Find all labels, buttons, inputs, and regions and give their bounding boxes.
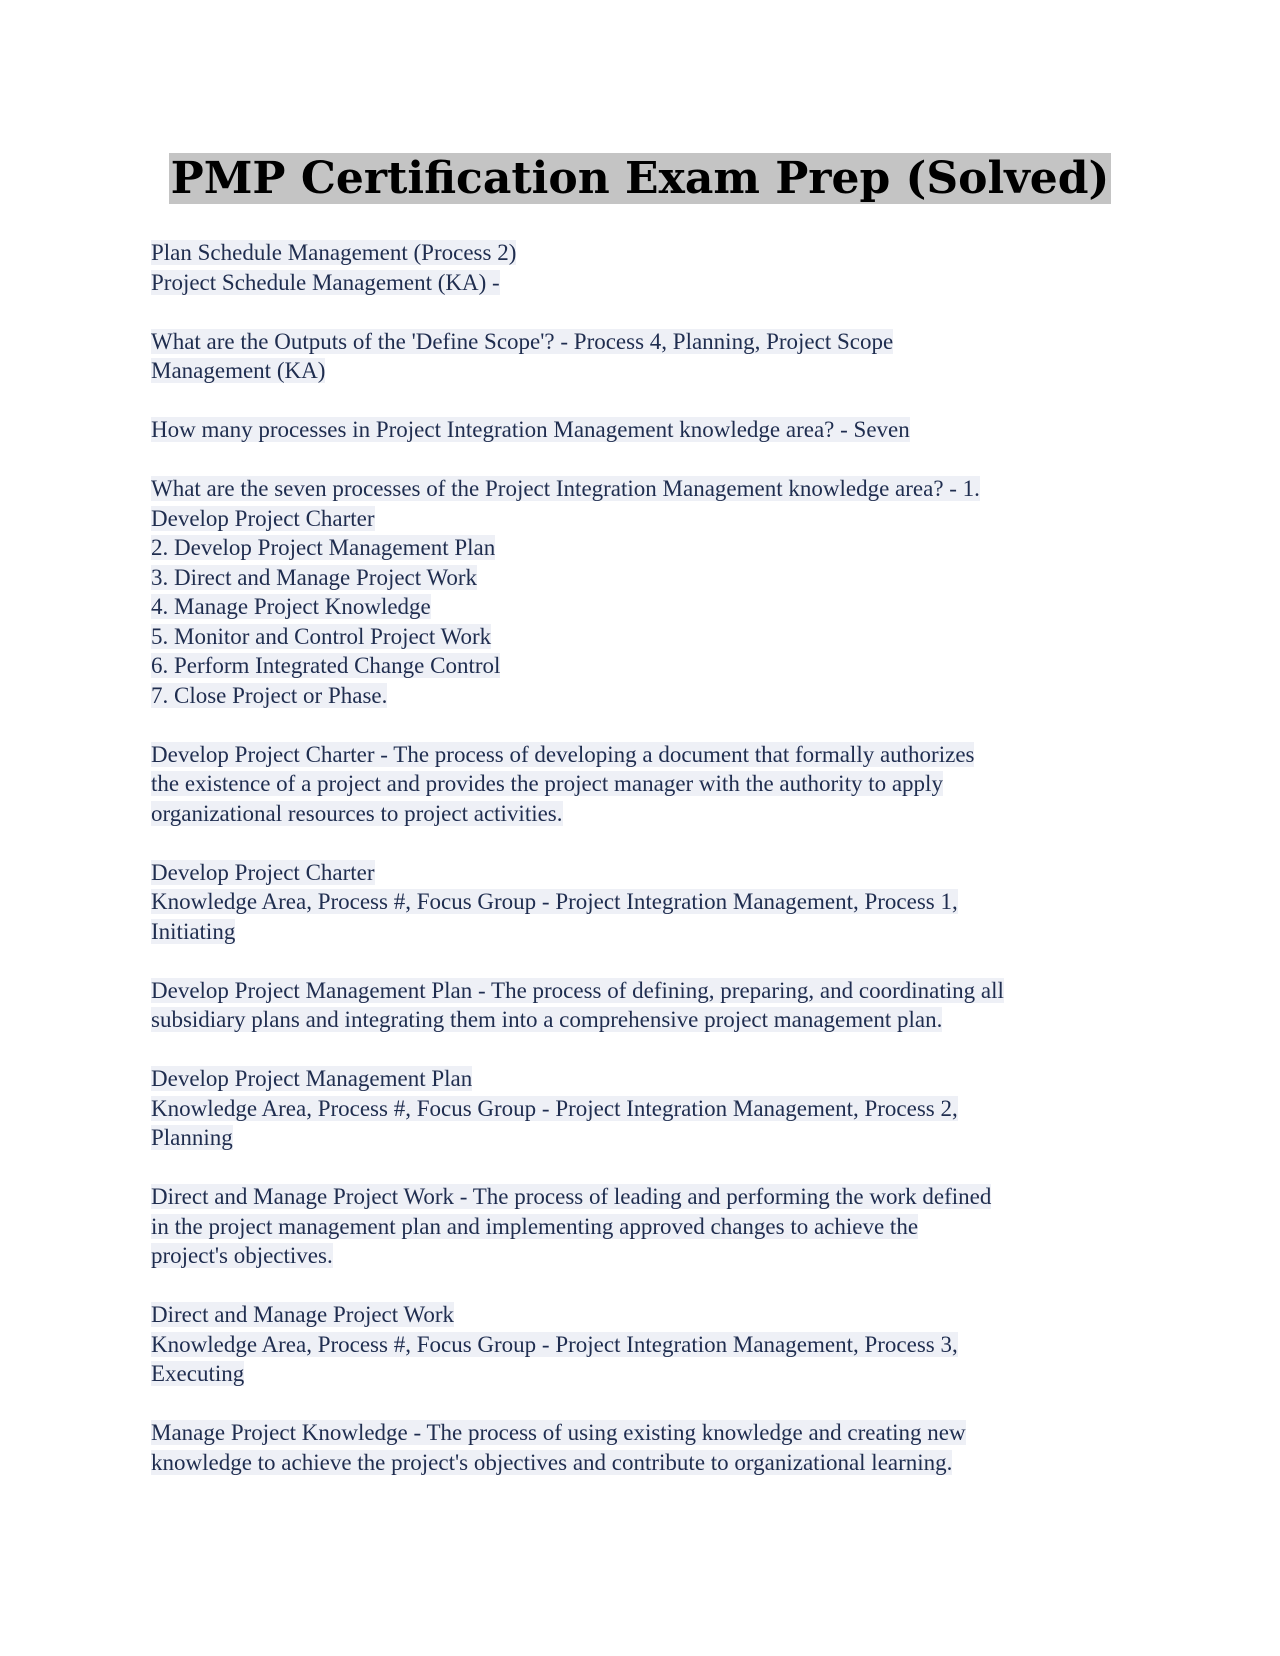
text-line-content: Develop Project Management Plan - The process of defining, preparing, and coordinating all (151, 977, 1004, 1003)
paragraph (151, 238, 1151, 297)
paragraph (151, 1418, 1151, 1477)
text-line-content: Project Schedule Management (KA) - (151, 269, 500, 295)
text-line-content: organizational resources to project activities. (151, 800, 563, 826)
text-line (151, 1005, 1151, 1035)
text-line-content: Knowledge Area, Process #, Focus Group - Project Integration Management, Process 2, (151, 1095, 958, 1121)
text-line (151, 976, 1151, 1006)
paragraph (151, 415, 1151, 445)
text-line (151, 740, 1151, 770)
text-line-content: Executing (151, 1361, 245, 1386)
text-line (151, 268, 1151, 298)
document-body (151, 238, 1151, 1507)
paragraph (151, 976, 1151, 1035)
text-line (151, 622, 1151, 652)
text-line (151, 533, 1151, 563)
text-line-content: in the project management plan and implementing approved changes to achieve the (151, 1213, 919, 1239)
text-line (151, 681, 1151, 711)
text-line-content: Develop Project Management Plan (151, 1066, 473, 1091)
text-line-content: 3. Direct and Manage Project Work (151, 564, 478, 590)
text-line-content: Plan Schedule Management (Process 2) (151, 240, 517, 265)
text-line (151, 769, 1151, 799)
text-line-content: Initiating (151, 918, 236, 944)
text-line-content: 5. Monitor and Control Project Work (151, 623, 492, 649)
text-line (151, 917, 1151, 947)
text-line-content: What are the seven processes of the Project Integration Management knowledge area? - 1. (151, 476, 980, 501)
text-line (151, 1241, 1151, 1271)
paragraph (151, 1182, 1151, 1271)
text-line (151, 858, 1151, 888)
text-line (151, 799, 1151, 829)
text-line (151, 474, 1151, 504)
text-line (151, 1300, 1151, 1330)
paragraph (151, 327, 1151, 386)
text-line-content: Direct and Manage Project Work - The process of leading and performing the work defined (151, 1184, 992, 1209)
text-line-content: Management (KA) (151, 358, 326, 383)
text-line (151, 563, 1151, 593)
text-line-content: Manage Project Knowledge - The process of using existing knowledge and creating new (151, 1420, 966, 1445)
text-line (151, 327, 1151, 357)
paragraph (151, 740, 1151, 829)
text-line (151, 415, 1151, 445)
text-line-content: Direct and Manage Project Work (151, 1302, 455, 1327)
text-line-content: Develop Project Charter (151, 859, 375, 885)
text-line (151, 1123, 1151, 1153)
paragraph (151, 858, 1151, 947)
text-line-content: Knowledge Area, Process #, Focus Group - Project Integration Management, Process 3, (151, 1331, 958, 1357)
text-line (151, 1448, 1151, 1478)
text-line-content: 7. Close Project or Phase. (151, 682, 388, 708)
text-line-content: the existence of a project and provides the project manager with the authority to apply (151, 771, 943, 796)
text-line-content: Planning (151, 1125, 233, 1150)
text-line-content: subsidiary plans and integrating them into a comprehensive project management plan. (151, 1007, 943, 1032)
text-line-content: Develop Project Charter - The process of developing a document that formally authorizes (151, 741, 975, 767)
text-line (151, 887, 1151, 917)
text-line (151, 1182, 1151, 1212)
text-line-content: How many processes in Project Integration Management knowledge area? - Seven (151, 417, 910, 442)
text-line (151, 1359, 1151, 1389)
paragraph (151, 1064, 1151, 1153)
text-line-content: 6. Perform Integrated Change Control (151, 653, 501, 678)
text-line (151, 1418, 1151, 1448)
text-line-content: What are the Outputs of the 'Define Scope'? - Process 4, Planning, Project Scope (151, 328, 894, 354)
text-line-content: Develop Project Charter (151, 505, 375, 531)
paragraph (151, 474, 1151, 710)
text-line-content: 4. Manage Project Knowledge (151, 594, 431, 619)
text-line (151, 1064, 1151, 1094)
text-line (151, 1094, 1151, 1124)
document-title-text: PMP Certification Exam Prep (Solved) (170, 153, 1110, 204)
text-line (151, 1212, 1151, 1242)
text-line (151, 651, 1151, 681)
text-line (151, 1330, 1151, 1360)
text-line (151, 504, 1151, 534)
document-title (0, 148, 1280, 210)
text-line-content: knowledge to achieve the project's objectives and contribute to organizational learning. (151, 1449, 953, 1475)
text-line (151, 356, 1151, 386)
text-line (151, 238, 1151, 268)
paragraph (151, 1300, 1151, 1389)
text-line-content: 2. Develop Project Management Plan (151, 535, 496, 560)
text-line (151, 592, 1151, 622)
text-line-content: project's objectives. (151, 1243, 333, 1268)
text-line-content: Knowledge Area, Process #, Focus Group - Project Integration Management, Process 1, (151, 889, 958, 914)
